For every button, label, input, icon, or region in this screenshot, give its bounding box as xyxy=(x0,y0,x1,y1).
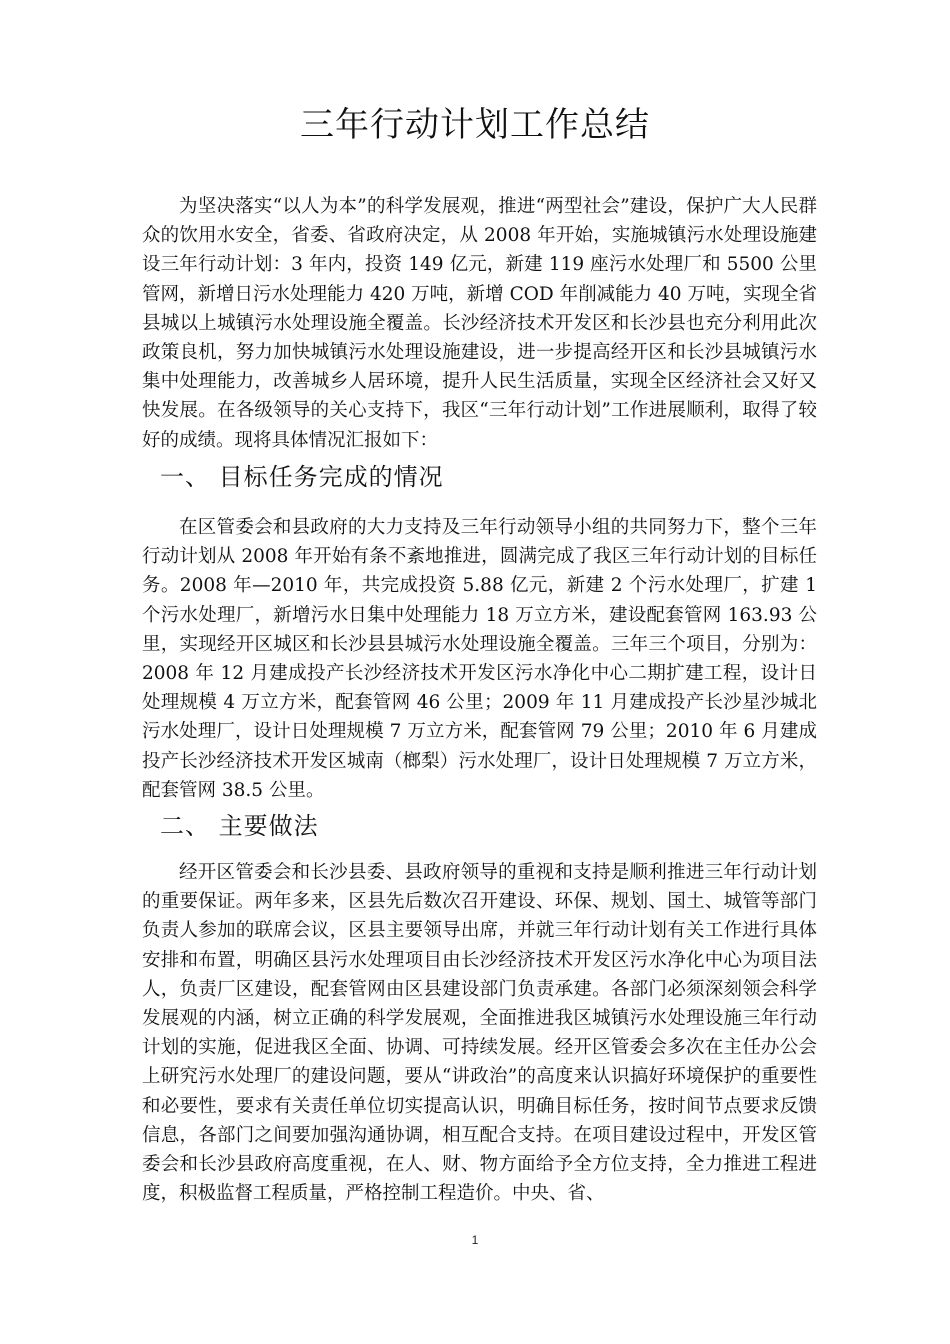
section-heading-1: 一、 目标任务完成的情况 xyxy=(160,463,444,491)
page-number: 1 xyxy=(471,1233,479,1247)
section-heading-2: 二、 主要做法 xyxy=(160,812,319,840)
section-body-2: 经开区管委会和长沙县委、县政府领导的重视和支持是顺利推进三年行动计划的重要保证。两年多来，区县先后数次召开建设、环保、规划、国土、城管等部门负责人参加的联席会议，区县主要领导出席，并就三年行动计划有关工作进行具体安排和布置，明确区县污水处理项目由长沙经济技术开发区污水净化中心为项目法人，负责厂区建设，配套管网由区县建设部门负责承建。各部门必须深刻领会科学发展观的内涵，树立正确的科学发展观，全面推进我区城镇污水处理设施三年行动计划的实施，促进我区全面、协调、可持续发展。经开区管委会多次在主任办公会上研究污水处理厂的建设问题，要从“讲政治”的高度来认识搞好环境保护的重要性和必要性，要求有关责任单位切实提高认识，明确目标任务，按时间节点要求反馈信息，各部门之间要加强沟通协调，相互配合支持。在项目建设过程中，开发区管委会和长沙县政府高度重视，在人、财、物方面给予全方位支持，全力推进工程进度，积极监督工程质量，严格控制工程造价。中央、省、 xyxy=(142,862,817,1205)
document-title: 三年行动计划工作总结 xyxy=(300,105,650,145)
intro-paragraph: 为坚决落实“以人为本”的科学发展观，推进“两型社会”建设，保护广大人民群众的饮用水安全，省委、省政府决定，从 2008 年开始，实施城镇污水处理设施建设三年行动计划：3 年内，投资 149 亿元，新建 119 座污水处理厂和 5500 公里管网，新增日污水处理能力 420 万吨，新增 COD 年削减能力 40 万吨，实现全省县城以上城镇污水处理设施全覆盖。长沙经济技术开发区和长沙县也充分利用此次政策良机，努力加快城镇污水处理设施建设，进一步提高经开区和长沙县城镇污水集中处理能力，改善城乡人居环境，提升人民生活质量，实现全区经济社会又好又快发展。在各级领导的关心支持下，我区“三年行动计划”工作进展顺利，取得了较好的成绩。现将具体情况汇报如下： xyxy=(142,196,817,451)
section-body-1: 在区管委会和县政府的大力支持及三年行动领导小组的共同努力下，整个三年行动计划从 2008 年开始有条不紊地推进，圆满完成了我区三年行动计划的目标任务。2008 年—2010 年，共完成投资 5.88 亿元，新建 2 个污水处理厂，扩建 1 个污水处理厂，新增污水日集中处理能力 18 万立方米，建设配套管网 163.93 公里，实现经开区城区和长沙县县城污水处理设施全覆盖。三年三个项目，分别为：2008 年 12 月建成投产长沙经济技术开发区污水净化中心二期扩建工程，设计日处理规模 4 万立方米，配套管网 46 公里；2009 年 11 月建成投产长沙星沙城北污水处理厂，设计日处理规模 7 万立方米，配套管网 79 公里；2010 年 6 月建成投产长沙经济技术开发区城南（榔梨）污水处理厂，设计日处理规模 7 万立方米，配套管网 38.5 公里。 xyxy=(142,517,817,801)
